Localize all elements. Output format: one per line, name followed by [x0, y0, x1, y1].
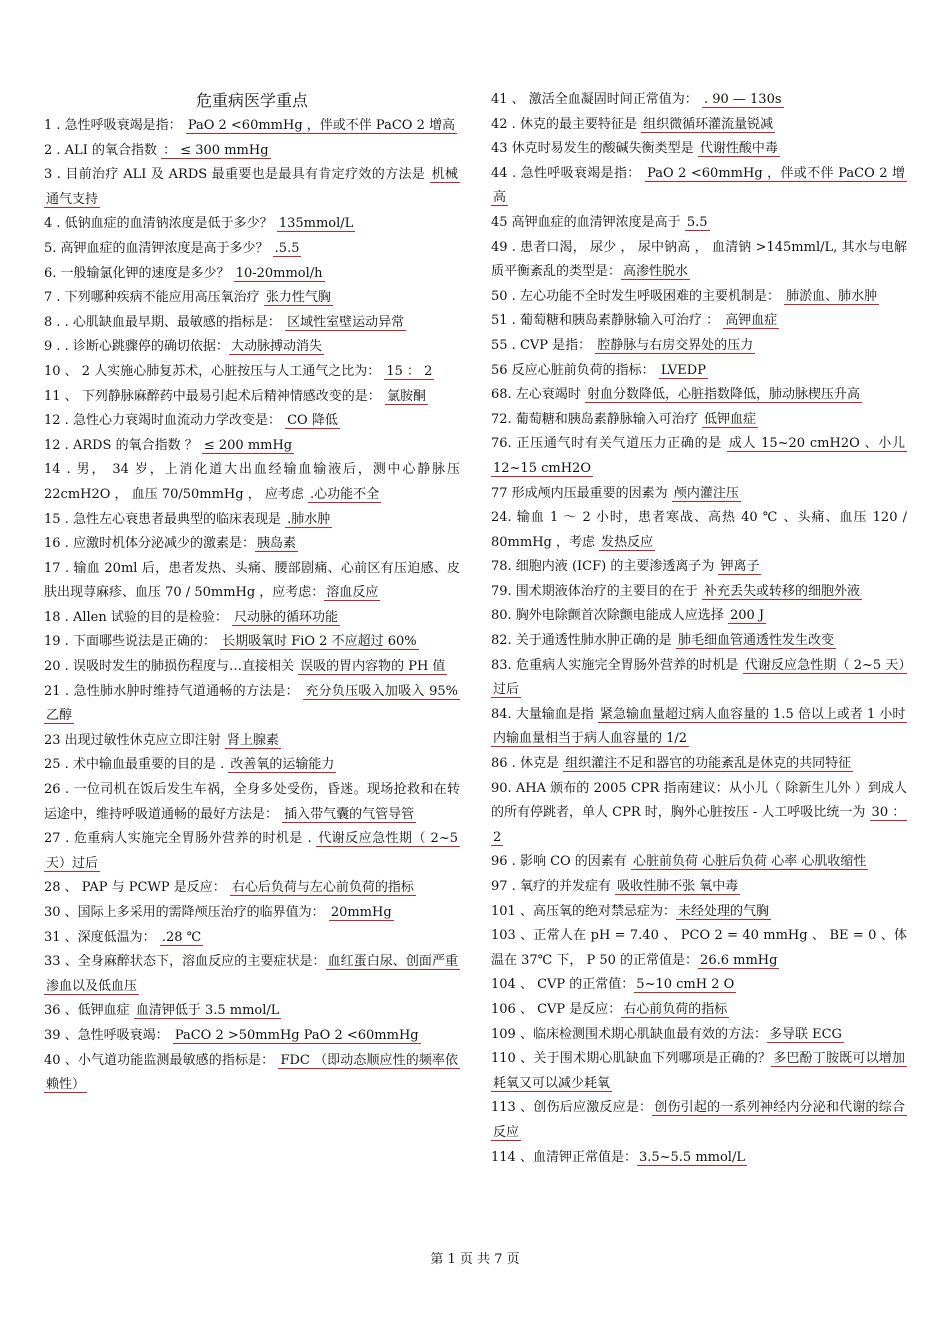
right-column	[491, 88, 907, 1170]
question-text: 101 、高压氧的绝对禁忌症为：	[491, 903, 676, 919]
answer-text: 血红蛋白尿、创面严重渗血以及低血压	[46, 954, 458, 994]
question-item	[44, 139, 460, 164]
answer-text: 肺淤血、肺水肿	[786, 288, 878, 304]
question-text: 15 . 急性左心衰患者最典型的临床表现是	[44, 511, 286, 527]
question-item	[44, 532, 460, 557]
answer-text: 30 ： 2	[493, 805, 906, 845]
question-item	[44, 1024, 460, 1049]
answer-text: .肺水肿	[287, 511, 331, 527]
question-text: 56 反应心脏前负荷的指标：	[491, 362, 659, 378]
question-item	[44, 262, 460, 287]
question-item	[491, 752, 907, 777]
answer-text: 成人 15~20 cmH2O 、小儿 12~15 cmH2O	[493, 436, 905, 476]
question-item	[44, 557, 460, 606]
question-item	[491, 506, 907, 555]
answer-text: 颅内灌注压	[673, 485, 739, 501]
answer-text: PaO 2 <60mmHg ，伴或不伴 PaCO 2 增高	[187, 118, 455, 133]
answer-text: 张力性气胸	[265, 290, 331, 306]
question-item	[491, 1096, 907, 1145]
answer-text: 吸收性肺不张 氧中毒	[617, 879, 739, 894]
question-text: 36 、低钾血症	[44, 1003, 134, 1019]
question-item	[491, 629, 907, 654]
answer-text: 机械通气支持	[46, 167, 458, 207]
question-item	[491, 924, 907, 973]
question-item	[491, 309, 907, 334]
question-item	[491, 973, 907, 998]
question-text: 50 . 左心功能不全时发生呼吸困难的主要机制是：	[491, 288, 785, 304]
answer-text: 3.5~5.5 mmol/L	[638, 1149, 745, 1165]
question-item	[44, 827, 460, 876]
answer-text: 肺毛细血管通透性发生改变	[677, 633, 834, 649]
answer-text: 多导联 ECG	[768, 1026, 842, 1042]
question-item	[44, 901, 460, 926]
question-item	[44, 335, 460, 360]
question-text: 30 、国际上多采用的需降颅压治疗的临界值为：	[44, 905, 329, 920]
answer-text: 代谢反应急性期（ 2~5 天）过后	[493, 657, 905, 698]
answer-text: 心脏前负荷 心脏后负荷 心率 心肌收缩性	[632, 854, 867, 870]
question-text: 110 、关于围术期心肌缺血下列哪项是正确的？	[491, 1051, 772, 1067]
question-text: 25 . 术中输血最重要的目的是 .	[44, 757, 229, 773]
question-text: 43 休克时易发生的酸碱失衡类型是	[491, 141, 698, 157]
question-item	[44, 286, 460, 311]
question-item	[491, 359, 907, 384]
question-item	[44, 926, 460, 951]
answer-text: 紧急输血量超过病人血容量的 1.5 倍以上或者 1 小时内输血量相当于病人血容量的 1/2	[493, 706, 906, 747]
question-text: 23 出现过敏性休克应立即注射	[44, 732, 225, 748]
answer-text: ≤ 200 mmHg	[203, 437, 293, 453]
question-text: 97 . 氧疗的并发症有	[491, 879, 616, 894]
question-item	[44, 753, 460, 778]
answer-text: 误吸的胃内容物的 PH 值	[300, 659, 446, 675]
answer-text: 135mmol/L	[278, 216, 354, 232]
question-text: 106 、 CVP 是反应：	[491, 1001, 622, 1017]
question-item	[44, 434, 460, 459]
question-text: 76. 正压通气时有关气道压力正确的是	[491, 436, 727, 452]
question-item	[44, 163, 460, 212]
answer-text: 26.6 mmHg	[700, 952, 778, 968]
question-item	[491, 580, 907, 605]
answer-text: 10-20mmol/h	[235, 265, 323, 281]
question-item	[44, 311, 460, 336]
question-item	[491, 703, 907, 752]
answer-text: 钾离子	[720, 559, 760, 575]
question-item	[491, 900, 907, 925]
question-text: 9 . . 诊断心跳骤停的确切依据：	[44, 339, 229, 355]
question-item	[491, 236, 907, 285]
question-item	[491, 1047, 907, 1096]
question-item	[491, 777, 907, 851]
question-text: 28 、 PAP 与 PCWP 是反应：	[44, 880, 230, 896]
answer-text: 组织灌注不足和器官的功能紊乱是休克的共同特征	[565, 756, 852, 772]
question-item	[44, 385, 460, 410]
question-text: 12 . 急性心力衰竭时血流动力学改变是：	[44, 413, 286, 429]
question-text: 82. 关于通透性肺水肿正确的是	[491, 633, 676, 649]
left-column	[44, 88, 460, 1098]
question-text: 114 、血清钾正常值是：	[491, 1149, 637, 1165]
question-item	[44, 950, 460, 999]
answer-text: CO 降低	[287, 413, 338, 429]
answer-text: 腔静脉与右房交界处的压力	[597, 337, 754, 353]
question-item	[44, 212, 460, 237]
question-text: 20 . 误吸时发生的肺损伤程度与…直接相关	[44, 659, 299, 675]
answer-text: 氯胺酮	[386, 388, 426, 404]
question-text: 12 . ARDS 的氧合指数 ？	[44, 437, 202, 453]
question-text: 11 、 下列静脉麻醉药中最易引起术后精神情感改变的是：	[44, 388, 385, 404]
question-item	[491, 998, 907, 1023]
question-item	[44, 778, 460, 827]
question-text: 19 . 下面哪些说法是正确的：	[44, 634, 221, 650]
question-text: 84. 大量输血是指	[491, 706, 598, 722]
question-text: 109 、临床检测围术期心肌缺血最有效的方法：	[491, 1026, 767, 1042]
question-text: 2 . ALI 的氧合指数	[44, 142, 162, 158]
question-text: 4 . 低钠血症的血清钠浓度是低于多少？	[44, 216, 277, 232]
question-item	[491, 383, 907, 408]
question-text: 113 、创伤后应激反应是：	[491, 1100, 653, 1116]
question-item	[44, 508, 460, 533]
page-footer: 第 1 页 共 7 页	[430, 1252, 520, 1267]
answer-text: 肾上腺素	[226, 732, 279, 748]
question-text: 17 . 输血 20ml 后，患者发热、头痛、腰部剧痛、心前区有压迫感、皮肤出现荨麻疹、血压 70 / 50mmHg ，应考虑：	[44, 560, 460, 601]
question-text: 10 、 2 人实施心肺复苏术，心脏按压与人工通气之比为：	[44, 363, 385, 379]
question-text: 3 . 目前治疗 ALI 及 ARDS 最重要也是最具有肯定疗效的方法是	[44, 167, 430, 183]
question-text: 27 . 危重病人实施完全胃肠外营养的时机是 .	[44, 831, 317, 847]
answer-text: 溶血反应	[326, 585, 379, 601]
question-item	[491, 408, 907, 433]
question-item	[44, 409, 460, 434]
question-text: 103 、正常人在 pH = 7.40 、 PCO 2 = 40 mmHg 、 BE = 0 、体温在 37℃ 下， P 50 的正常值是：	[491, 928, 907, 968]
question-item	[491, 482, 907, 507]
question-text: 68. 左心衰竭时	[491, 387, 585, 403]
answer-text: 低钾血症	[703, 411, 756, 427]
question-text: 39 、急性呼吸衰竭：	[44, 1027, 173, 1043]
question-item	[491, 875, 907, 900]
question-text: 24. 输血 1 ～ 2 小时，患者寒战、高热 40 ℃ 、头痛、血压 120 / 80mmHg ，考虑	[491, 510, 907, 550]
question-item	[491, 88, 907, 113]
question-text: 80. 胸外电除颤首次除颤电能成人应选择	[491, 608, 728, 624]
page-title: 危重病医学重点	[195, 91, 308, 110]
answer-text: .28 ℃	[161, 929, 202, 945]
question-text: 96 . 影响 CO 的因素有	[491, 854, 631, 870]
answer-text: 多巴酚丁胺既可以增加耗氧又可以减少耗氧	[493, 1051, 905, 1091]
answer-text: 右心后负荷与左心前负荷的指标	[231, 880, 414, 896]
question-text: 90. AHA 颁布的 2005 CPR 指南建议：从小儿（ 除新生儿外 ）到成人的所有停跳者，单人 CPR 时，胸外心脏按压 - 人工呼吸比统一为	[491, 780, 907, 821]
question-item	[44, 360, 460, 385]
question-text: 79. 围术期液体治疗的主要目的在于	[491, 583, 702, 599]
answer-text: PaO 2 <60mmHg ，伴或不伴 PaCO 2 增高	[493, 165, 905, 206]
answer-text: 右心前负荷的指标	[623, 1001, 728, 1017]
answer-text: .心功能不全	[310, 486, 380, 502]
answer-text: 200 J	[729, 608, 765, 624]
answer-text: 高钾血症	[725, 313, 778, 329]
answer-text: 代谢反应急性期（ 2~5 天）过后	[46, 831, 458, 871]
question-text: 1 . 急性呼吸衰竭是指：	[44, 118, 186, 133]
question-text: 45 高钾血症的血清钾浓度是高于	[491, 214, 685, 230]
question-item	[44, 655, 460, 680]
question-item	[491, 211, 907, 236]
question-text: 83. 危重病人实施完全胃肠外营养的时机是	[491, 657, 743, 673]
question-item	[491, 137, 907, 162]
question-item	[44, 999, 460, 1024]
question-item	[491, 162, 907, 211]
question-item	[44, 680, 460, 729]
answer-text: 5.5	[686, 214, 708, 230]
answer-text: . 90 — 130s	[703, 92, 782, 107]
question-text: 42 . 休克的最主要特征是	[491, 116, 642, 132]
question-text: 7 . 下列哪种疾病不能应用高压氧治疗	[44, 290, 264, 306]
question-item	[491, 113, 907, 138]
question-text: 77 形成颅内压最重要的因素为	[491, 485, 672, 501]
answer-text: 补充丢失或转移的细胞外液	[703, 583, 860, 599]
answer-text: 15 ： 2	[386, 363, 433, 379]
question-item	[44, 1049, 460, 1098]
answer-text: 胰岛素	[256, 536, 296, 552]
question-item	[491, 850, 907, 875]
left-item-list	[44, 114, 460, 1098]
answer-text: 插入带气囊的气管导管	[284, 806, 415, 822]
answer-text: PaCO 2 >50mmHg PaO 2 <60mmHg	[174, 1027, 419, 1043]
answer-text: 充分负压吸入加吸入 95% 乙醇	[46, 683, 459, 724]
answer-text: .5.5	[274, 240, 300, 256]
right-item-list	[491, 88, 907, 1170]
question-item	[44, 630, 460, 655]
answer-text: 发热反应	[601, 534, 654, 550]
answer-text: 创伤引起的一系列神经内分泌和代谢的综合反应	[493, 1100, 905, 1140]
question-item	[44, 237, 460, 262]
answer-text: 射血分数降低，心脏指数降低，肺动脉楔压升高	[586, 387, 860, 403]
question-item	[44, 458, 460, 507]
question-text: 40 、小气道功能监测最敏感的指标是：	[44, 1052, 279, 1068]
question-item	[44, 606, 460, 631]
answer-text: 未经处理的气胸	[677, 903, 769, 919]
answer-text: 5~10 cmH 2 O	[636, 977, 735, 993]
answer-text: 组织微循环灌流量锐减	[643, 116, 774, 132]
question-text: 33 、全身麻醉状态下，溶血反应的主要症状是：	[44, 954, 326, 970]
question-text: 49 . 患者口渴， 尿少 ， 尿中钠高 ， 血清钠 >145mml/L, 其水与电解质平衡紊乱的类型是：	[491, 239, 907, 280]
answer-text: 区域性室壁运动异常	[287, 314, 405, 330]
question-item	[491, 334, 907, 359]
question-item	[491, 604, 907, 629]
question-text: 18 . Allen 试验的目的是检验：	[44, 609, 232, 625]
question-text: 8 . . 心肌缺血最早期、最敏感的指标是：	[44, 314, 286, 330]
question-item	[491, 432, 907, 481]
question-item	[44, 114, 460, 139]
answer-text: 尺动脉的循环功能	[233, 609, 338, 625]
question-item	[491, 654, 907, 703]
question-text: 104 、 CVP 的正常值：	[491, 977, 635, 993]
question-text: 16 . 应激时机体分泌减少的激素是：	[44, 536, 255, 552]
question-item	[44, 729, 460, 754]
question-item	[491, 1023, 907, 1048]
answer-text: 代谢性酸中毒	[699, 141, 778, 157]
answer-text: 改善氧的运输能力	[230, 757, 335, 773]
question-text: 55 . CVP 是指：	[491, 337, 596, 353]
question-text: 51 . 葡萄糖和胰岛素静脉输入可治疗 ：	[491, 313, 724, 329]
question-item	[491, 285, 907, 310]
answer-text: 大动脉搏动消失	[230, 339, 322, 355]
answer-text: ： ≤ 300 mmHg	[163, 142, 269, 158]
question-text: 78. 细胞内液 (ICF) 的主要渗透离子为	[491, 559, 719, 575]
question-text: 21 . 急性肺水肿时维持气道通畅的方法是：	[44, 683, 304, 699]
question-text: 41 、 激活全血凝固时间正常值为：	[491, 92, 702, 107]
question-text: 26 . 一位司机在饭后发生车祸，全身多处受伤，昏迷。现场抢救和在转运途中，维持呼吸道通畅的最好方法是：	[44, 782, 460, 822]
question-text: 86 . 休克是	[491, 756, 564, 772]
answer-text: 高渗性脱水	[623, 264, 689, 280]
answer-text: FDC （即动态顺应性的频率依赖性）	[46, 1052, 458, 1093]
answer-text: 血清钾低于 3.5 mmol/L	[135, 1003, 280, 1019]
question-item	[44, 876, 460, 901]
answer-text: LVEDP	[660, 362, 706, 378]
question-text: 6. 一般输氯化钾的速度是多少？	[44, 265, 234, 281]
question-text: 14 . 男， 34 岁，上消化道大出血经输血输液后，测中心静脉压 22cmH2O ， 血压 70/50mmHg ， 应考虑	[44, 462, 460, 502]
question-text: 72. 葡萄糖和胰岛素静脉输入可治疗	[491, 411, 702, 427]
question-text: 5. 高钾血症的血清钾浓度是高于多少？	[44, 240, 273, 256]
question-text: 44 . 急性呼吸衰竭是指：	[491, 165, 646, 181]
answer-text: 长期吸氧时 FiO 2 不应超过 60%	[222, 634, 417, 650]
question-text: 31 、深度低温为：	[44, 929, 160, 945]
question-item	[491, 1146, 907, 1171]
answer-text: 20mmHg	[330, 905, 392, 920]
question-item	[491, 555, 907, 580]
